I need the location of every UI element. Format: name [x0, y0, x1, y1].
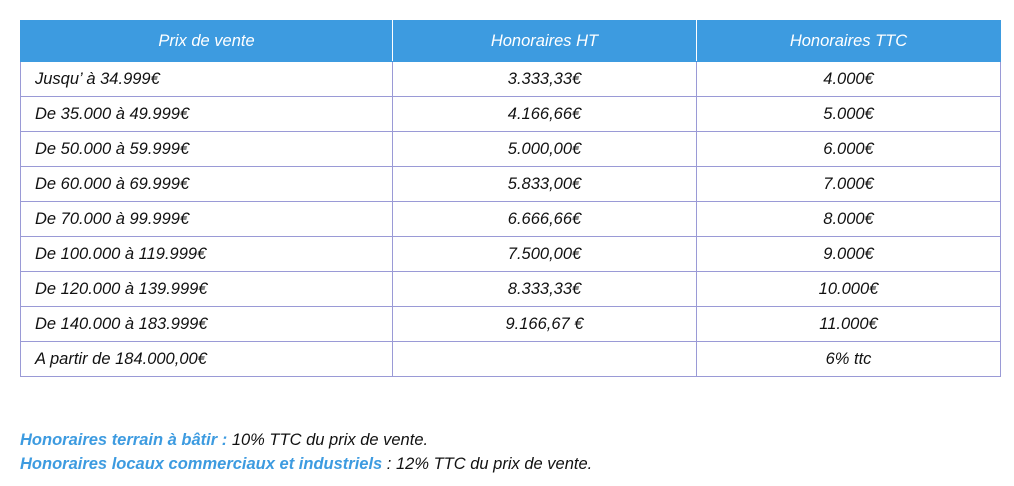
table-row — [21, 342, 1001, 377]
cell-fees-ttc: 11.000€ — [697, 307, 1001, 342]
fee-notes — [20, 428, 592, 476]
cell-price: De 60.000 à 69.999€ — [21, 167, 393, 202]
cell-fees-ht: 5.833,00€ — [393, 167, 697, 202]
cell-fees-ttc: 7.000€ — [697, 167, 1001, 202]
table-row — [21, 272, 1001, 307]
cell-fees-ht — [393, 342, 697, 377]
fee-table — [20, 20, 1001, 377]
cell-price: De 70.000 à 99.999€ — [21, 202, 393, 237]
cell-fees-ttc: 4.000€ — [697, 62, 1001, 97]
cell-fees-ht: 6.666,66€ — [393, 202, 697, 237]
cell-fees-ht: 5.000,00€ — [393, 132, 697, 167]
table-header-row — [21, 21, 1001, 62]
table-row — [21, 132, 1001, 167]
cell-fees-ttc: 10.000€ — [697, 272, 1001, 307]
header-fees-ht: Honoraires HT — [393, 21, 697, 62]
cell-price: A partir de 184.000,00€ — [21, 342, 393, 377]
note-label: Honoraires terrain à bâtir : — [20, 431, 228, 449]
cell-fees-ht: 7.500,00€ — [393, 237, 697, 272]
table-row — [21, 167, 1001, 202]
table-row — [21, 307, 1001, 342]
table-row — [21, 97, 1001, 132]
cell-fees-ttc: 8.000€ — [697, 202, 1001, 237]
cell-price: De 100.000 à 119.999€ — [21, 237, 393, 272]
table-row — [21, 237, 1001, 272]
note-commercial-fees — [20, 452, 592, 476]
header-price: Prix de vente — [21, 21, 393, 62]
cell-price: De 50.000 à 59.999€ — [21, 132, 393, 167]
header-fees-ttc: Honoraires TTC — [697, 21, 1001, 62]
cell-price: Jusqu’ à 34.999€ — [21, 62, 393, 97]
cell-price: De 140.000 à 183.999€ — [21, 307, 393, 342]
note-text: 10% TTC du prix de vente. — [227, 431, 429, 449]
cell-fees-ht: 9.166,67 € — [393, 307, 697, 342]
cell-fees-ht: 3.333,33€ — [393, 62, 697, 97]
cell-price: De 35.000 à 49.999€ — [21, 97, 393, 132]
table-row — [21, 62, 1001, 97]
note-label: Honoraires locaux commerciaux et industriels — [20, 455, 383, 473]
note-land-fees — [20, 428, 592, 452]
cell-fees-ttc: 9.000€ — [697, 237, 1001, 272]
cell-price: De 120.000 à 139.999€ — [21, 272, 393, 307]
note-text: : 12% TTC du prix de vente. — [382, 455, 593, 473]
cell-fees-ttc: 6% ttc — [697, 342, 1001, 377]
table-row — [21, 202, 1001, 237]
cell-fees-ht: 8.333,33€ — [393, 272, 697, 307]
cell-fees-ttc: 5.000€ — [697, 97, 1001, 132]
cell-fees-ht: 4.166,66€ — [393, 97, 697, 132]
cell-fees-ttc: 6.000€ — [697, 132, 1001, 167]
